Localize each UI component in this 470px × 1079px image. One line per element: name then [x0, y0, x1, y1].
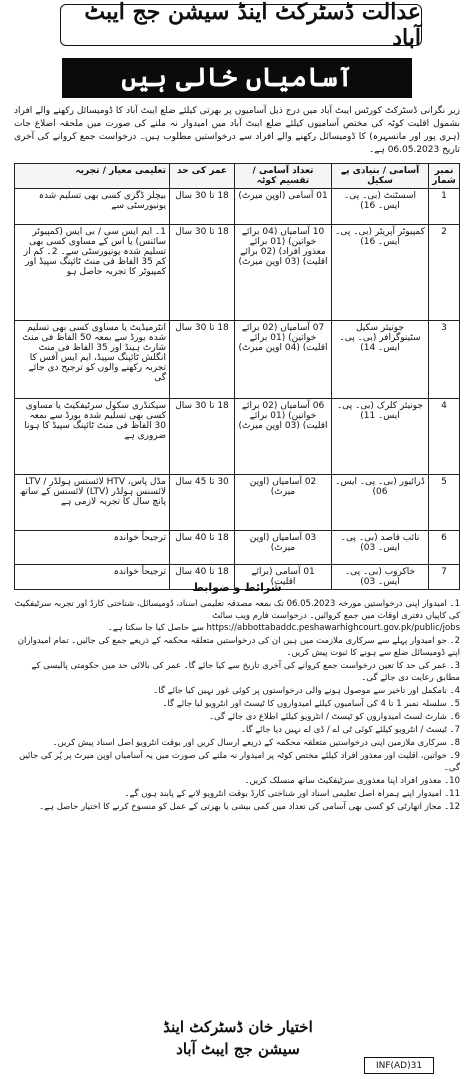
row-qualification: بیچلر ڈگری کسی بھی تسلیم شدہ یونیورسٹی سے	[15, 189, 170, 225]
header-age: عمر کی حد	[170, 164, 235, 189]
row-post: نائب قاصد (بی۔ پی۔ ایس۔ 03)	[332, 531, 429, 565]
row-no: 2	[429, 225, 460, 321]
condition-item: 3۔ عمر کی حد کا تعین درخواست جمع کروانے کی آخری تاریخ سے کیا جائے گا۔ عمر کی بالائی حد میں حکومتی پالیسی کے مطابق رعایت دی جائے گی۔	[31, 661, 460, 683]
condition-item: 6۔ شارٹ لسٹ امیدواروں کو ٹیسٹ / انٹرویو کیلئے اطلاع دی جائے گی۔	[208, 712, 460, 722]
signatory-name: اختیار خان ڈسٹرکٹ اینڈ	[163, 1018, 313, 1036]
condition-item: 2۔ جو امیدوار پہلے سے سرکاری ملازمت میں ہیں ان کی درخواستیں متعلقہ محکمہ کے ذریعے جمع کی جائیں۔ تمام امیدواران اپنے ڈومیسائل ضلع سے ہونے کا ثبوت پیش کریں۔	[17, 636, 460, 658]
condition-item: 10۔ معذور افراد اپنا معذوری سرٹیفکیٹ ساتھ منسلک کریں۔	[244, 776, 460, 786]
condition-item: 9۔ خواتین، اقلیت اور معذور افراد کیلئے مختص کوٹہ پر امیدوار نہ ملنے کی صورت میں یہ آسامیاں اوپن میرٹ پر پُر کی جائیں گی۔	[18, 751, 460, 773]
row-post: خاکروب (بی۔ پی۔ ایس۔ 03)	[332, 565, 429, 590]
row-no: 7	[429, 565, 460, 590]
row-age: 18 تا 30 سال	[170, 189, 235, 225]
row-no: 1	[429, 189, 460, 225]
table-row	[15, 475, 460, 531]
vacancies-title-bar	[62, 58, 412, 98]
court-title-banner	[60, 0, 422, 51]
table-row	[15, 531, 460, 565]
row-no: 4	[429, 399, 460, 475]
signatory-designation: سیشن جج ایبٹ آباد	[176, 1040, 300, 1058]
row-post: جونیئر کلرک (بی۔ پی۔ ایس۔ 11)	[332, 399, 429, 475]
table-row	[15, 321, 460, 399]
row-age: 18 تا 40 سال	[170, 565, 235, 590]
condition-item: 8۔ سرکاری ملازمین اپنی درخواستیں متعلقہ محکمہ کے ذریعے ارسال کریں اور بوقت انٹرویو اصل اسناد پیش کریں۔	[52, 738, 460, 748]
row-qualification: انٹرمیڈیٹ یا مساوی کسی بھی تسلیم شدہ بورڈ سے بمعہ 50 الفاظ فی منٹ شارٹ ہینڈ اور 35 الفاظ فی منٹ انگلش ٹائپنگ سپیڈ، ایم ایس آفس کا تجربہ رکھنے والوں کو ترجیح دی جائے گی	[15, 321, 170, 399]
court-title: عدالت ڈسٹرکٹ اینڈ سیشن جج ایبٹ آباد	[84, 0, 421, 51]
intro-paragraph: زیر نگرانی ڈسٹرکٹ کورٹس ایبٹ آباد میں درج ذیل آسامیوں پر بھرتی کیلئے ضلع ایبٹ آباد کا ڈومیسائل رکھنے والے افراد بشمول اقلیت کوٹہ کی مختص آسامیوں کیلئے ضلع ایبٹ آباد میں امیدوار نہ ملنے کی صورت میں ملحقہ اضلاع جات (ہری پور اور مانسہرہ) کا ڈومیسائل رکھنے والے افراد سے درخواستیں مطلوب ہیں۔ درخواست جمع کروانے کی آخری تاریخ 06.05.2023 ہے۔	[14, 106, 460, 155]
conditions-title: شرائط و ضوابط	[192, 581, 282, 594]
vacancies-title: آسامیاں خالی ہیں	[121, 63, 353, 93]
row-seats: 01 آسامی (برائے اقلیت)	[235, 565, 332, 590]
table-row	[15, 225, 460, 321]
row-seats: 07 آسامیاں (02 برائے خواتین) (01 برائے اقلیت) (04 اوپن میرٹ)	[235, 321, 332, 399]
row-no: 6	[429, 531, 460, 565]
vacancies-table	[14, 163, 460, 590]
row-qualification: ترجیحاً خواندہ	[15, 531, 170, 565]
header-seats: تعداد آسامی / تقسیم کوٹہ	[235, 164, 332, 189]
row-post: ڈرائیور (بی۔ پی۔ ایس۔ 06)	[332, 475, 429, 531]
header-post: آسامی / بنیادی پے سکیل	[332, 164, 429, 189]
row-seats: 06 آسامیاں (02 برائے خواتین) (01 برائے اقلیت) (03 اوپن میرٹ)	[235, 399, 332, 475]
row-age: 18 تا 30 سال	[170, 225, 235, 321]
row-no: 5	[429, 475, 460, 531]
row-age: 18 تا 40 سال	[170, 531, 235, 565]
condition-item: 5۔ سلسلہ نمبر 1 تا 4 کی آسامیوں کیلئے امیدواروں کا ٹیسٹ اور انٹرویو لیا جائے گا۔	[162, 699, 460, 709]
header-qualification: تعلیمی معیار / تجربہ	[15, 164, 170, 189]
row-seats: 01 آسامی (اوپن میرٹ)	[235, 189, 332, 225]
row-age: 18 تا 30 سال	[170, 399, 235, 475]
table-row	[15, 399, 460, 475]
row-seats: 10 آسامیاں (04 برائے خواتین) (01 برائے معذور افراد) (02 برائے اقلیت) (03 اوپن میرٹ)	[235, 225, 332, 321]
row-post: کمپیوٹر آپریٹر (بی۔ پی۔ ایس۔ 16)	[332, 225, 429, 321]
conditions-list	[14, 598, 460, 814]
row-qualification: ترجیحاً خواندہ	[15, 565, 170, 590]
table-row	[15, 189, 460, 225]
table-header-row	[15, 164, 460, 189]
row-qualification: سیکنڈری سکول سرٹیفکیٹ یا مساوی کسی بھی تسلیم شدہ بورڈ سے بمعہ 30 الفاظ فی منٹ ٹائپنگ سپیڈ کا ہونا ضروری ہے	[15, 399, 170, 475]
condition-item: 1۔ امیدوار اپنی درخواستیں مورخہ 06.05.2023 تک بمعہ مصدقہ تعلیمی اسناد، ڈومیسائل، شناختی کارڈ اور تجربہ سرٹیفکیٹ کی کاپیاں دفتری اوقات میں جمع کروائیں۔ درخواست فارم ویب سائٹ https://abbottabaddc.peshawarhighcourt.gov.pk/public/jobs سے حاصل کیا جا سکتا ہے۔	[14, 599, 460, 633]
row-no: 3	[429, 321, 460, 399]
reference-number-box	[364, 1057, 434, 1074]
condition-item: 7۔ ٹیسٹ / انٹرویو کیلئے کوئی ٹی اے / ڈی اے نہیں دیا جائے گا۔	[240, 725, 460, 735]
row-seats: 03 آسامیاں (اوپن میرٹ)	[235, 531, 332, 565]
condition-item: 4۔ نامکمل اور تاخیر سے موصول ہونے والی درخواستوں پر کوئی غور نہیں کیا جائے گا۔	[153, 686, 460, 696]
row-post: اسسٹنٹ (بی۔ پی۔ ایس۔ 16)	[332, 189, 429, 225]
header-no: نمبر شمار	[429, 164, 460, 189]
reference-number: INF(AD)31	[375, 1060, 423, 1071]
condition-item: 12۔ مجاز اتھارٹی کو کسی بھی آسامی کی تعداد میں کمی بیشی یا بھرتی کے عمل کو منسوخ کرنے کا اختیار حاصل ہے۔	[39, 802, 460, 812]
row-post: جونیئر سکیل سٹینوگرافر (بی۔ پی۔ ایس۔ 14)	[332, 321, 429, 399]
row-qualification: مڈل پاس، HTV لائسنس ہولڈر / LTV لائسنس ہولڈر (LTV) لائسنس کے ساتھ پانچ سال کا تجربہ لازمی ہے	[15, 475, 170, 531]
signatory-block	[148, 1016, 328, 1060]
condition-item: 11۔ امیدوار اپنے ہمراہ اصل تعلیمی اسناد اور شناختی کارڈ بوقت انٹرویو لانے کے پابند ہوں گے۔	[124, 789, 460, 799]
row-age: 18 تا 30 سال	[170, 321, 235, 399]
row-qualification: 1۔ ایم ایس سی / بی ایس (کمپیوٹر سائنس) یا اس کے مساوی کسی بھی تسلیم شدہ یونیورسٹی سے۔ 2۔ کم از کم 35 الفاظ فی منٹ ٹائپنگ سپیڈ اور کمپیوٹر کا تجربہ حاصل ہو	[15, 225, 170, 321]
row-seats: 02 آسامیاں (اوپن میرٹ)	[235, 475, 332, 531]
row-age: 30 تا 45 سال	[170, 475, 235, 531]
